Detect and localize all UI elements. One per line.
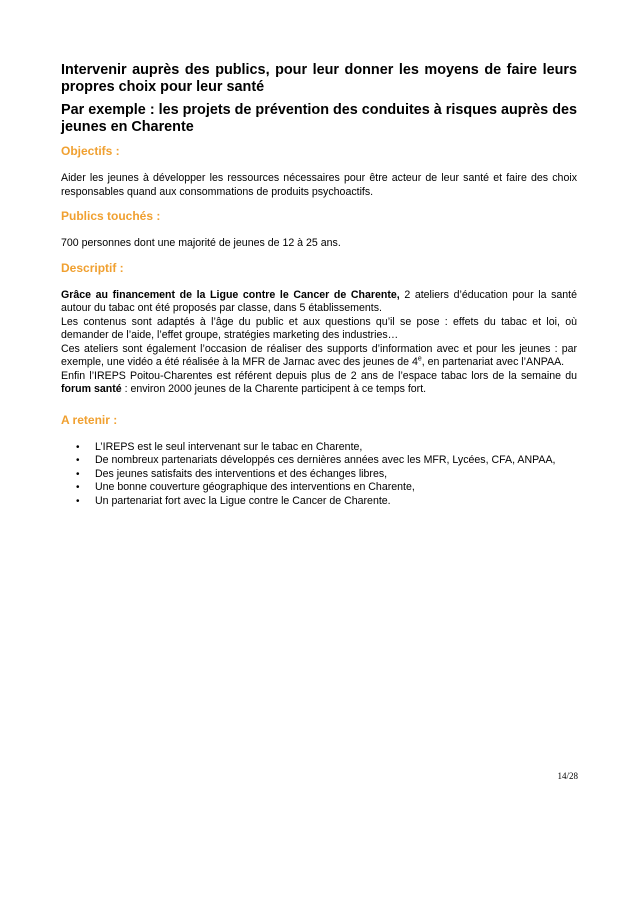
list-item <box>61 441 577 455</box>
bullet-icon: • <box>76 482 80 493</box>
bullet-icon: • <box>76 495 80 507</box>
list-item-text: L’IREPS est le seul intervenant sur le tabac en Charente, <box>95 440 363 453</box>
objectifs-title: Objectifs : <box>61 144 120 158</box>
descriptif-p4-b: : environ 2000 jeunes de la Charente participent à ce temps fort. <box>121 383 427 395</box>
list-item-text: De nombreux partenariats développés ces dernières années avec les MFR, Lycées, CFA, ANPAA, <box>95 454 556 466</box>
list-item-text: Des jeunes satisfaits des interventions et des échanges libres, <box>95 467 388 480</box>
descriptif-p1-bold: Grâce au financement de la Ligue contre le Cancer de Charente, <box>61 288 400 301</box>
list-item <box>61 468 577 482</box>
descriptif-paragraph-4 <box>61 370 577 397</box>
descriptif-p3-b: , en partenariat avec l’ANPAA. <box>421 356 565 368</box>
descriptif-paragraph-1 <box>61 289 577 316</box>
page-content <box>61 62 577 508</box>
descriptif-paragraph-3 <box>61 343 577 370</box>
list-item <box>61 481 577 495</box>
descriptif-p3-sup: e <box>417 355 422 363</box>
descriptif-p4-a: Enfin l’IREPS Poitou-Charentes est référent depuis plus de 2 ans de l’espace tabac lors de la semaine du <box>61 369 577 382</box>
list-item-text: Un partenariat fort avec la Ligue contre le Cancer de Charente. <box>95 494 391 507</box>
descriptif-p4-bold: forum santé <box>61 383 122 395</box>
bullet-icon: • <box>76 455 80 466</box>
retenir-list <box>61 441 577 509</box>
publics-title: Publics touchés : <box>61 209 161 223</box>
list-item <box>61 454 577 468</box>
descriptif-p3-a: Ces ateliers sont également l’occasion de réaliser des supports d’information avec et pour les jeunes : par exemple, une vidéo a été réalisée à la MFR de Jarnac avec des jeunes de 4 <box>61 342 577 368</box>
descriptif-title: Descriptif : <box>61 260 124 275</box>
list-item <box>61 495 577 509</box>
page-number: 14/28 <box>557 771 578 781</box>
objectifs-text: Aider les jeunes à développer les ressources nécessaires pour être acteur de leur santé et faire des choix responsables quand aux consommations de produits psychoactifs. <box>61 172 577 198</box>
main-heading: Intervenir auprès des publics, pour leur donner les moyens de faire leurs propres choix pour leur santé <box>61 62 577 95</box>
descriptif-paragraph-2: Les contenus sont adaptés à l’âge du public et aux questions qu’il se pose : effets du tabac et loi, où demander de l’aide, l’effet groupe, stratégies marketing des industries… <box>61 315 577 341</box>
example-heading: Par exemple : les projets de prévention des conduites à risques auprès des jeunes en Charente <box>61 102 577 135</box>
bullet-icon: • <box>76 441 80 453</box>
bullet-icon: • <box>76 468 80 480</box>
retenir-title: A retenir : <box>61 412 118 427</box>
list-item-text: Une bonne couverture géographique des interventions en Charente, <box>95 481 415 493</box>
descriptif-p1-rest: 2 ateliers d’éducation pour la santé autour du tabac ont été proposés par classe, dans 5 établissements. <box>61 288 577 314</box>
publics-text: 700 personnes dont une majorité de jeunes de 12 à 25 ans. <box>61 237 341 249</box>
